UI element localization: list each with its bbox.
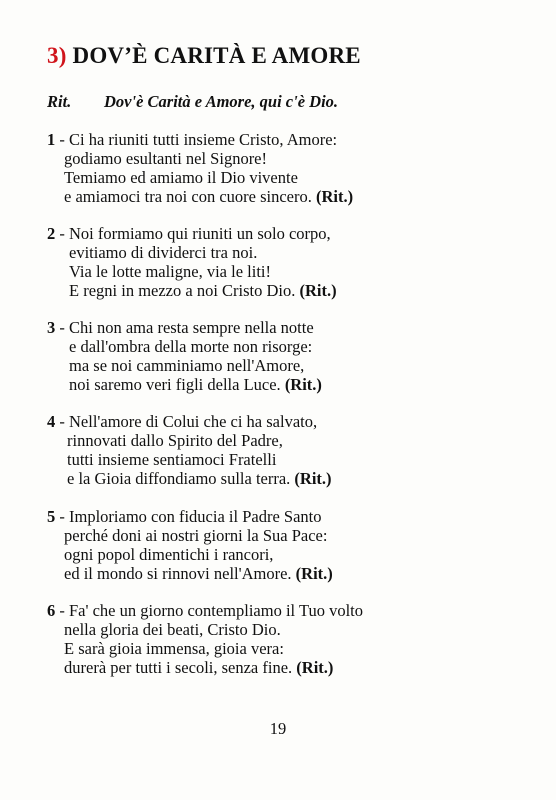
stanza-number: 6 [47,601,56,620]
stanza-text: e amiamoci tra noi con cuore sincero. [64,187,312,206]
stanza-line: E sarà gioia immensa, gioia vera: [64,639,284,658]
stanza-text: durerà per tutti i secoli, senza fine. [64,658,293,677]
rit-marker: (Rit.) [284,375,322,394]
stanza-line: evitiamo di dividerci tra noi. [69,243,258,262]
stanza-line [47,187,353,206]
stanza-line: tutti insieme sentiamoci Fratelli [67,450,277,469]
stanza-text: Noi formiamo qui riuniti un solo corpo, [69,224,331,243]
rit-marker: (Rit.) [296,658,334,677]
stanza-number: 2 [47,224,56,243]
stanza-line: perché doni ai nostri giorni la Sua Pace: [64,526,328,545]
song-title [47,43,361,69]
stanza-6 [47,601,363,677]
stanza-text: e la Gioia diffondiamo sulla terra. [67,469,291,488]
stanza-number: 1 [47,130,56,149]
stanza-line [47,564,333,583]
stanza-text: Ci ha riuniti tutti insieme Cristo, Amore: [69,130,338,149]
stanza-line: Temiamo ed amiamo il Dio vivente [64,168,298,187]
stanza-text: noi saremo veri figli della Luce. [69,375,281,394]
stanza-text: Fa' che un giorno contempliamo il Tuo volto [69,601,364,620]
stanza-line: ogni popol dimentichi i rancori, [64,545,274,564]
stanza-line: 5 - Imploriamo con fiducia il Padre Santo [47,507,322,526]
rit-marker: (Rit.) [315,187,354,206]
stanza-3 [47,318,322,394]
page-number: 19 [269,719,287,738]
stanza-line [47,469,332,488]
stanza-4 [47,412,332,488]
stanza-line: 3 - Chi non ama resta sempre nella notte [47,318,314,337]
stanza-line: 2 - Noi formiamo qui riuniti un solo corpo, [47,224,331,243]
rit-marker: (Rit.) [299,281,337,300]
stanza-number: 5 [47,507,56,526]
stanza-text: E regni in mezzo a noi Cristo Dio. [69,281,296,300]
stanza-text: ed il mondo si rinnovi nell'Amore. [64,564,292,583]
stanza-1 [47,130,353,206]
stanza-line: Via le lotte maligne, via le liti! [69,262,271,281]
stanza-number: 3 [47,318,56,337]
rit-marker: (Rit.) [295,564,333,583]
refrain-label: Rit. [47,92,72,111]
refrain [47,92,338,112]
stanza-line: rinnovati dallo Spirito del Padre, [67,431,283,450]
stanza-text: Nell'amore di Colui che ci ha salvato, [69,412,318,431]
stanza-line [47,281,337,300]
stanza-line: 4 - Nell'amore di Colui che ci ha salvato, [47,412,318,431]
stanza-line: ma se noi camminiamo nell'Amore, [69,356,305,375]
stanza-line: e dall'ombra della morte non risorge: [69,337,313,356]
stanza-line [47,375,322,394]
stanza-line: 6 - Fa' che un giorno contempliamo il Tuo volto [47,601,364,620]
stanza-line: 1 - Ci ha riuniti tutti insieme Cristo, Amore: [47,130,338,149]
stanza-text: Chi non ama resta sempre nella notte [69,318,314,337]
song-title-text: DOV’È CARITÀ E AMORE [72,43,361,68]
rit-marker: (Rit.) [294,469,332,488]
stanza-line: nella gloria dei beati, Cristo Dio. [64,620,281,639]
stanza-2 [47,224,337,300]
refrain-text: Dov'è Carità e Amore, qui c'è Dio. [104,92,339,111]
stanza-line: godiamo esultanti nel Signore! [64,149,268,168]
stanza-number: 4 [47,412,56,431]
stanza-5 [47,507,333,583]
stanza-text: Imploriamo con fiducia il Padre Santo [69,507,322,526]
song-number: 3) [47,43,67,68]
stanza-line [47,658,363,677]
